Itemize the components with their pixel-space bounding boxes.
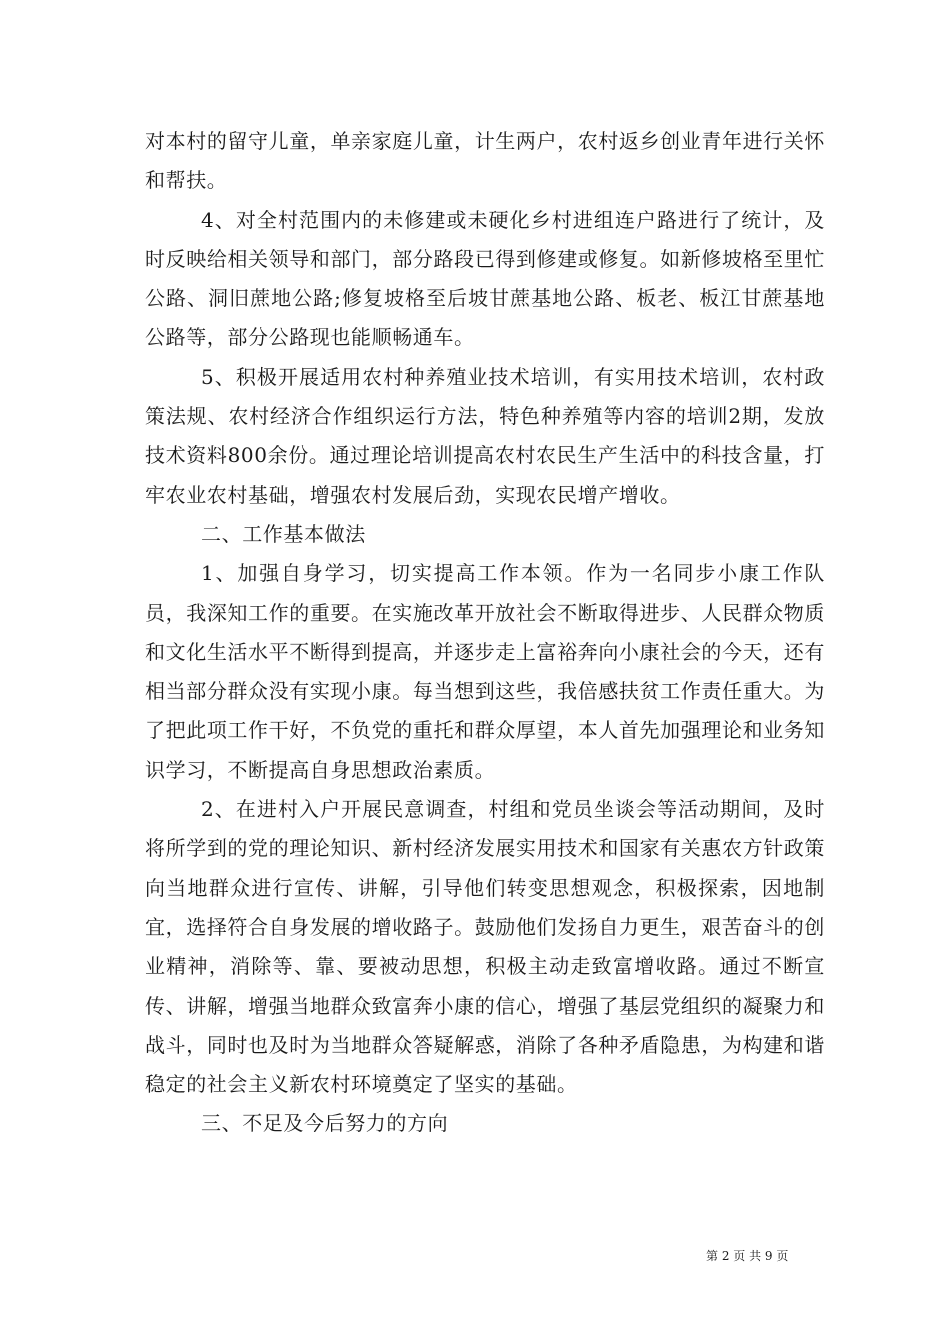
page-number: 第 2 页 共 9 页: [706, 1249, 789, 1263]
section-heading-3: 三、不足及今后努力的方向: [201, 1111, 449, 1136]
paragraph-5: 2、在进村入户开展民意调查，村组和党员坐谈会等活动期间，及时将所学到的党的理论知识、新村经济发展实用技术和国家有关惠农方针政策向当地群众进行宣传、讲解，引导他们转变思想观念，积极探索，因地制宜，选择符合自身发展的增收路子。鼓励他们发扬自力更生，艰苦奋斗的创业精神，消除等、靠、要被动思想，积极主动走致富增收路。通过不断宣传、讲解，增强当地群众致富奔小康的信心，增强了基层党组织的凝聚力和战斗，同时也及时为当地群众答疑解惑，消除了各种矛盾隐患，为构建和谐稳定的社会主义新农村环境奠定了坚实的基础。: [145, 797, 825, 1097]
paragraph-1: 对本村的留守儿童，单亲家庭儿童，计生两户，农村返乡创业青年进行关怀和帮扶。: [145, 129, 825, 193]
paragraph-2: 4、对全村范围内的未修建或未硬化乡村进组连户路进行了统计，及时反映给相关领导和部门，部分路段已得到修建或修复。如新修坡格至里忙公路、洞旧蔗地公路;修复坡格至后坡甘蔗基地公路、板老、板江甘蔗基地公路等，部分公路现也能顺畅通车。: [145, 207, 825, 350]
document-body: [145, 122, 825, 1144]
paragraph-3: 5、积极开展适用农村种养殖业技术培训，有实用技术培训，农村政策法规、农村经济合作组织运行方法，特色种养殖等内容的培训2期，发放技术资料800余份。通过理论培训提高农村农民生产生活中的科技含量，打牢农业农村基础，增强农村发展后劲，实现农民增产增收。: [145, 364, 825, 507]
paragraph-4: 1、加强自身学习，切实提高工作本领。作为一名同步小康工作队员，我深知工作的重要。在实施改革开放社会不断取得进步、人民群众物质和文化生活水平不断得到提高，并逐步走上富裕奔向小康社会的今天，还有相当部分群众没有实现小康。每当想到这些，我倍感扶贫工作责任重大。为了把此项工作干好，不负党的重托和群众厚望，本人首先加强理论和业务知识学习，不断提高自身思想政治素质。: [145, 561, 825, 782]
section-heading-2: 二、工作基本做法: [201, 521, 366, 546]
